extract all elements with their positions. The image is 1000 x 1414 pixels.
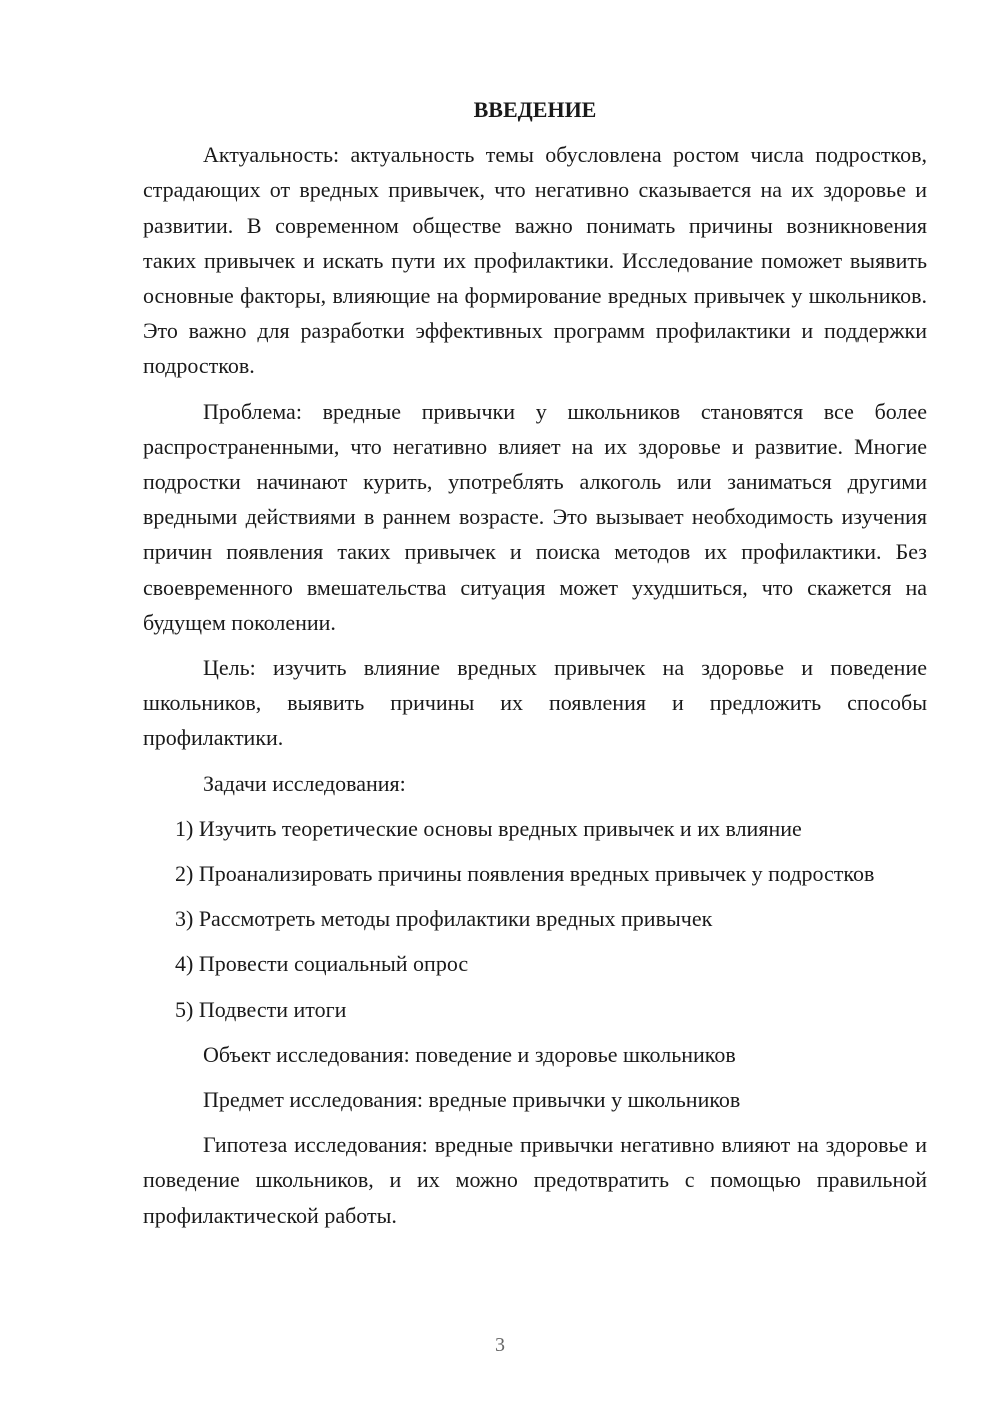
task-item: 1) Изучить теоретические основы вредных привычек и их влияние	[175, 815, 802, 841]
tasks-heading: Задачи исследования:	[203, 770, 406, 796]
problem-paragraph: Проблема: вредные привычки у школьников становятся все более распространенными, что негативно влияет на их здоровье и развитие. Многие подростки начинают курить, употреблять алкоголь или заниматься другими вредными действиями в раннем возрасте. Это вызывает необходимость изучения причин появления таких привычек и поиска методов их профилактики. Без своевременного вмешательства ситуация может ухудшиться, что скажется на будущем поколении.	[143, 398, 927, 635]
task-item: 4) Провести социальный опрос	[175, 951, 469, 977]
task-item: 5) Подвести итоги	[175, 996, 347, 1022]
task-item: 2) Проанализировать причины появления вредных привычек у подростков	[175, 861, 875, 887]
hypothesis-paragraph: Гипотеза исследования: вредные привычки негативно влияют на здоровье и поведение школьников, и их можно предотвратить с помощью правильной профилактической работы.	[143, 1132, 927, 1228]
page-number: 3	[495, 1334, 505, 1356]
tasks-list	[143, 811, 927, 1027]
relevance-paragraph: Актуальность: актуальность темы обусловлена ростом числа подростков, страдающих от вредных привычек, что негативно сказывается на их здоровье и развитии. В современном обществе важно понимать причины возникновения таких привычек и искать пути их профилактики. Исследование поможет выявить основные факторы, влияющие на формирование вредных привычек у школьников. Это важно для разработки эффективных программ профилактики и поддержки подростков.	[143, 142, 927, 379]
task-item: 3) Рассмотреть методы профилактики вредных привычек	[175, 906, 713, 932]
page-content	[143, 92, 927, 1243]
object-paragraph: Объект исследования: поведение и здоровье школьников	[203, 1041, 736, 1067]
goal-paragraph: Цель: изучить влияние вредных привычек на здоровье и поведение школьников, выявить причины их появления и предложить способы профилактики.	[143, 655, 927, 751]
page-title: ВВЕДЕНИЕ	[473, 97, 597, 122]
subject-paragraph: Предмет исследования: вредные привычки у школьников	[203, 1087, 741, 1113]
